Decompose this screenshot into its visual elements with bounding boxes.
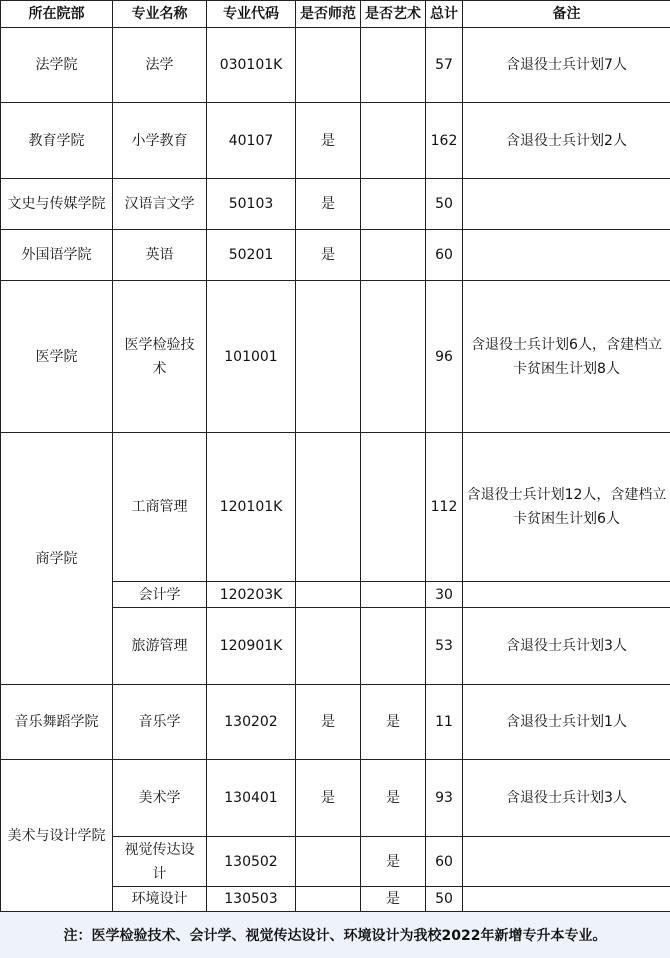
table-row <box>1 28 670 103</box>
art-cell: 是 <box>361 685 426 760</box>
code-cell: 40107 <box>207 103 296 179</box>
art-cell: 是 <box>361 837 426 887</box>
remark-cell: 含退役士兵计划6人，含建档立卡贫困生计划8人 <box>463 281 670 433</box>
code-cell: 030101K <box>207 28 296 103</box>
normal-cell: 是 <box>296 179 361 230</box>
major-cell: 小学教育 <box>113 103 207 179</box>
header-art: 是否艺术 <box>361 1 426 28</box>
code-cell: 130202 <box>207 685 296 760</box>
table-row <box>1 103 670 179</box>
footnote-text: 注：医学检验技术、会计学、视觉传达设计、环境设计为我校2022年新增专升本专业。 <box>63 928 607 944</box>
art-cell <box>361 103 426 179</box>
major-cell: 工商管理 <box>113 433 207 582</box>
table-row <box>1 685 670 760</box>
remark-cell <box>463 582 670 608</box>
college-cell: 法学院 <box>1 28 113 103</box>
remark-cell: 含退役士兵计划1人 <box>463 685 670 760</box>
table-row <box>1 433 670 582</box>
table-row <box>1 230 670 281</box>
code-cell: 101001 <box>207 281 296 433</box>
art-cell: 是 <box>361 760 426 837</box>
art-cell: 是 <box>361 887 426 912</box>
total-cell: 53 <box>426 608 463 685</box>
total-cell: 50 <box>426 179 463 230</box>
college-cell: 文史与传媒学院 <box>1 179 113 230</box>
header-row <box>1 1 670 28</box>
art-cell <box>361 230 426 281</box>
code-cell: 130502 <box>207 837 296 887</box>
major-cell: 医学检验技术 <box>113 281 207 433</box>
college-cell: 教育学院 <box>1 103 113 179</box>
college-cell: 美术与设计学院 <box>1 760 113 912</box>
code-cell: 120901K <box>207 608 296 685</box>
normal-cell <box>296 608 361 685</box>
art-cell <box>361 28 426 103</box>
remark-cell: 含退役士兵计划3人 <box>463 760 670 837</box>
normal-cell <box>296 28 361 103</box>
remark-cell: 含退役士兵计划7人 <box>463 28 670 103</box>
art-cell <box>361 281 426 433</box>
header-code: 专业代码 <box>207 1 296 28</box>
major-cell: 视觉传达设计 <box>113 837 207 887</box>
header-normal: 是否师范 <box>296 1 361 28</box>
normal-cell: 是 <box>296 760 361 837</box>
code-cell: 130503 <box>207 887 296 912</box>
art-cell <box>361 433 426 582</box>
footnote <box>0 912 670 958</box>
art-cell <box>361 179 426 230</box>
total-cell: 57 <box>426 28 463 103</box>
header-remark: 备注 <box>463 1 670 28</box>
code-cell: 50201 <box>207 230 296 281</box>
college-cell: 音乐舞蹈学院 <box>1 685 113 760</box>
table-row <box>1 179 670 230</box>
total-cell: 30 <box>426 582 463 608</box>
major-cell: 音乐学 <box>113 685 207 760</box>
normal-cell <box>296 887 361 912</box>
college-cell: 商学院 <box>1 433 113 685</box>
normal-cell <box>296 582 361 608</box>
total-cell: 50 <box>426 887 463 912</box>
major-cell: 英语 <box>113 230 207 281</box>
total-cell: 162 <box>426 103 463 179</box>
major-cell: 会计学 <box>113 582 207 608</box>
remark-cell <box>463 837 670 887</box>
table-row <box>1 281 670 433</box>
major-cell: 汉语言文学 <box>113 179 207 230</box>
code-cell: 120203K <box>207 582 296 608</box>
total-cell: 11 <box>426 685 463 760</box>
code-cell: 50103 <box>207 179 296 230</box>
header-major: 专业名称 <box>113 1 207 28</box>
total-cell: 60 <box>426 837 463 887</box>
major-cell: 旅游管理 <box>113 608 207 685</box>
remark-cell <box>463 887 670 912</box>
normal-cell <box>296 837 361 887</box>
code-cell: 120101K <box>207 433 296 582</box>
normal-cell: 是 <box>296 685 361 760</box>
remark-cell: 含退役士兵计划3人 <box>463 608 670 685</box>
remark-cell <box>463 179 670 230</box>
college-cell: 医学院 <box>1 281 113 433</box>
header-college: 所在院部 <box>1 1 113 28</box>
total-cell: 96 <box>426 281 463 433</box>
code-cell: 130401 <box>207 760 296 837</box>
total-cell: 60 <box>426 230 463 281</box>
remark-cell <box>463 230 670 281</box>
college-cell: 外国语学院 <box>1 230 113 281</box>
remark-cell: 含退役士兵计划12人，含建档立卡贫困生计划6人 <box>463 433 670 582</box>
total-cell: 112 <box>426 433 463 582</box>
table-row <box>1 760 670 837</box>
art-cell <box>361 582 426 608</box>
art-cell <box>361 608 426 685</box>
total-cell: 93 <box>426 760 463 837</box>
major-cell: 环境设计 <box>113 887 207 912</box>
normal-cell <box>296 433 361 582</box>
normal-cell: 是 <box>296 103 361 179</box>
header-total: 总计 <box>426 1 463 28</box>
major-cell: 美术学 <box>113 760 207 837</box>
normal-cell <box>296 281 361 433</box>
remark-cell: 含退役士兵计划2人 <box>463 103 670 179</box>
major-cell: 法学 <box>113 28 207 103</box>
normal-cell: 是 <box>296 230 361 281</box>
